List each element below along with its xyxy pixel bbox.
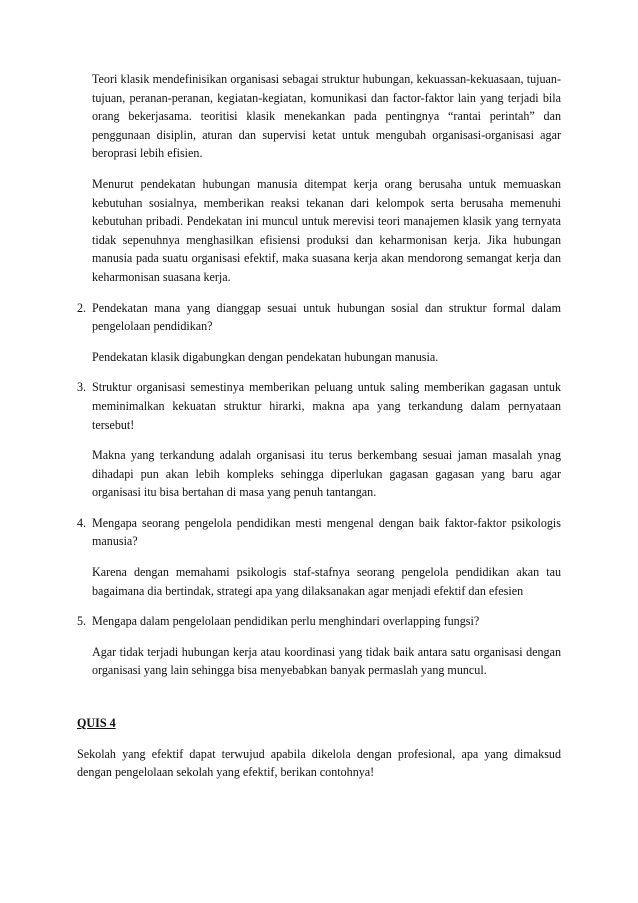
item-question: Mengapa seorang pengelola pendidikan mesti mengenal dengan baik faktor-faktor psikologis manusia? [92,515,561,549]
item-answer: Makna yang terkandung adalah organisasi itu terus berkembang sesuai jaman masalah ynag dihadapi pun akan lebih kompleks sehingga diperlukan gagasan gagasan yang baru agar organisasi itu bisa bertahan di masa yang penuh tantangan. [92,448,561,500]
intro-paragraph-2: Menurut pendekatan hubungan manusia ditempat kerja orang berusaha untuk memuaskan kebutuhan sosialnya, memberikan reaksi tekanan dari kelompok serta berusaha memenuhi kebutuhan pribadi. Pendekatan ini muncul untuk merevisi teori manajemen klasik yang ternyata tidak sepenuhnya menghasilkan efisiensi produksi dan keharmonisan kerja. Jika hubungan manusia pada suatu organisasi efektif, maka suasana kerja akan mendorong semangat kerja dan keharmonisan suasana kerja. [92,176,561,284]
item-question: Struktur organisasi semestinya memberikan peluang untuk saling memberikan gagasan untuk meminimalkan kekuatan struktur hirarki, makna apa yang terkandung dalam pernyataan tersebut! [92,380,561,432]
item-question: Pendekatan mana yang dianggap sesuai untuk hubungan sosial dan struktur formal dalam pengelolaan pendidikan? [92,300,561,334]
item-number: 4. [77,515,87,530]
item-answer: Karena dengan memahami psikologis staf-stafnya seorang pengelola pendidikan akan tau bagaimana dia bertindak, strategi apa yang dilaksanakan agar menjadi efektif dan efesien [92,565,561,598]
document-content [77,70,561,782]
item-number: 2. [77,300,87,315]
list-item-5 [77,612,561,680]
item-question: Mengapa dalam pengelolaan pendidikan perlu menghindari overlapping fungsi? [92,614,480,629]
list-item-4 [77,514,561,600]
list-item-2 [77,299,561,367]
item-number: 5. [77,614,87,629]
item-number: 3. [77,380,87,395]
quiz-heading: QUIS 4 [77,716,116,731]
list-item-3 [77,378,561,502]
intro-paragraph-1: Teori klasik mendefinisikan organisasi sebagai struktur hubungan, kekuassan-kekuasaan, tujuan-tujuan, peranan-peranan, kegiatan-kegiatan, komunikasi dan factor-faktor lain yang terjadi bila orang bekerjasama. teoritisi klasik menekankan pada pentingnya “rantai perintah” dan penggunaan disiplin, aturan dan supervisi ketat untuk mengubah organisasi-organisasi agar beroprasi lebih efisien. [92,72,561,161]
item-answer: Pendekatan klasik digabungkan dengan pendekatan hubungan manusia. [92,349,439,364]
quiz-question: Sekolah yang efektif dapat terwujud apabila dikelola dengan profesional, apa yang dimaksud dengan pengelolaan sekolah yang efektif, berikan contohnya! [77,746,561,780]
item-answer: Agar tidak terjadi hubungan kerja atau koordinasi yang tidak baik antara satu organisasi dengan organisasi yang lain sehingga bisa menyebabkan banyak permaslah yang muncul. [92,644,561,678]
